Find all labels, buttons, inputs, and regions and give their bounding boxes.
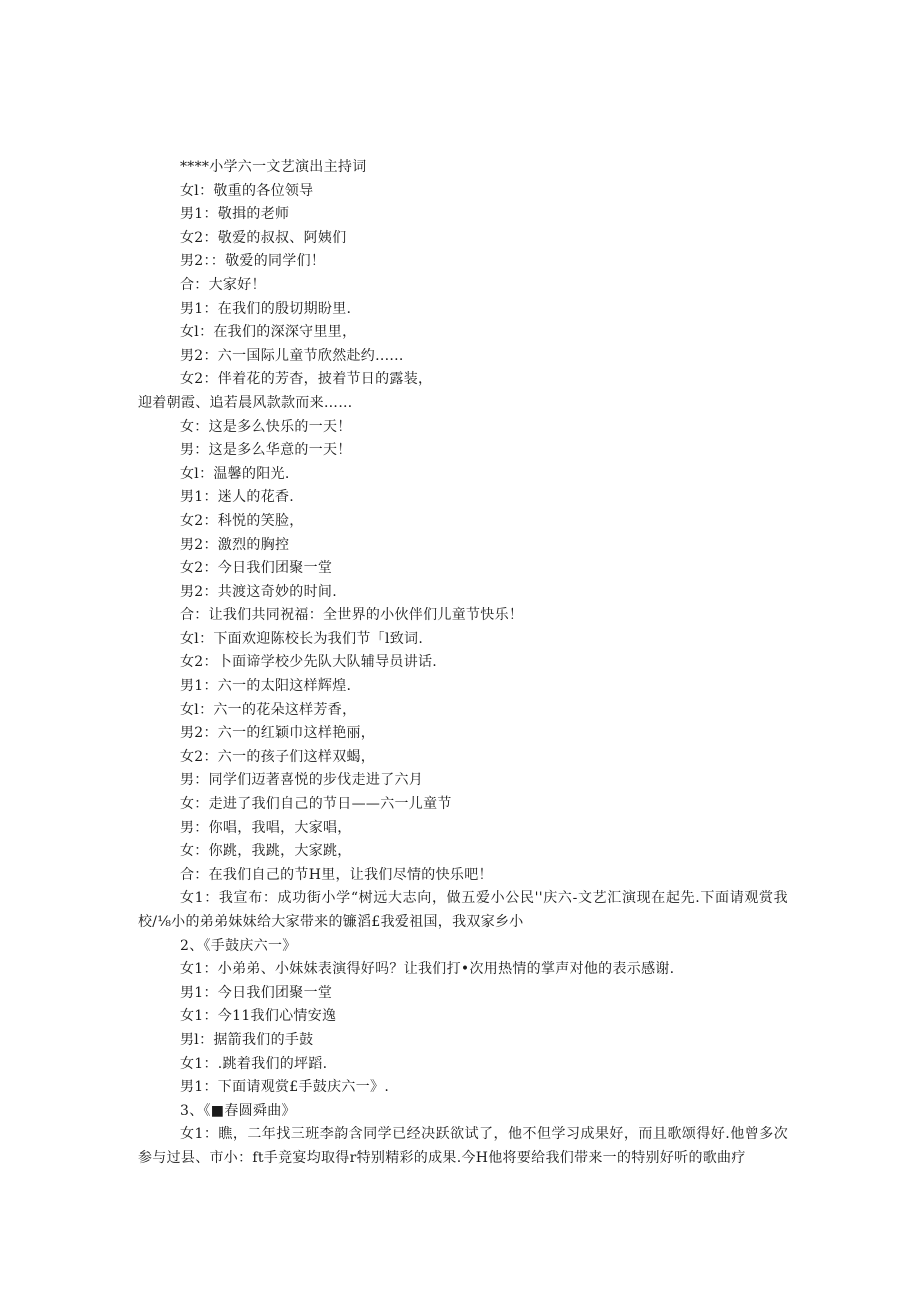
script-line: 女l：温馨的阳光. bbox=[180, 465, 290, 482]
section-heading: 2、《手鼓庆六一》 bbox=[180, 937, 297, 954]
script-line: 男1：今日我们团聚一堂 bbox=[180, 984, 333, 1001]
script-line: 男2：共渡这奇妙的时间. bbox=[180, 583, 337, 600]
script-line: 男2：六一的红颖巾这样艳丽， bbox=[180, 725, 376, 742]
script-line: 男2：激烈的胸控 bbox=[180, 536, 290, 553]
script-line: 女2：科悦的笑脸， bbox=[180, 512, 304, 529]
script-line: 女2：伴着花的芳杳，披着节日的露装， bbox=[180, 371, 433, 388]
script-line: 男：你唱，我唱，大家唱， bbox=[180, 819, 352, 836]
script-line: 男：这是多么华意的一天！ bbox=[180, 442, 352, 459]
script-line: 男2：：敬爱的同学们！ bbox=[180, 253, 326, 270]
script-line: 女2：六一的孩子们这样双蝎， bbox=[180, 748, 376, 765]
script-line: 女l：在我们的深深守里里， bbox=[180, 324, 357, 341]
introduction-paragraph: 女1：瞧，二年找三班李韵含同学已经决跃欲试了，他不但学习成果好，而且歌颂得好.他曾多次参与过县、市小：ft手竞宴均取得r特别精彩的成果.今H他将要给我们带来一的特别好听的歌曲疗 bbox=[138, 1126, 788, 1166]
script-line: 女：你跳，我跳，大家跳， bbox=[180, 843, 352, 860]
script-line: 迎着朝霞、追若晨风款款而来…… bbox=[138, 394, 353, 411]
script-line: 男2：六一国际儿童节欣然赴约...... bbox=[180, 347, 404, 364]
script-line: 女l：六一的花朵这样芳香， bbox=[180, 701, 357, 718]
script-line: 女：这是多么快乐的一天！ bbox=[180, 418, 352, 435]
section-heading: 3、《■春圆舜曲》 bbox=[180, 1102, 296, 1119]
document-body bbox=[138, 156, 788, 1171]
script-line: 女2：敬爱的叔叔、阿姨们 bbox=[180, 229, 347, 246]
script-line: 女1：小弟弟、小妹妹表演得好吗？让我们打•次用热情的掌声对他的表示感谢. bbox=[180, 961, 675, 978]
script-line: 女：走进了我们自己的节日——六一儿童节 bbox=[180, 796, 452, 813]
script-line: 男1：在我们的殷切期盼里. bbox=[180, 300, 352, 317]
script-line: 女1：今11我们心情安逸 bbox=[180, 1008, 337, 1025]
script-line: 男l：据箭我们的手鼓 bbox=[180, 1031, 314, 1048]
script-line: 女2：卜面谛学校少先队大队辅导员讲话. bbox=[180, 654, 438, 671]
script-line: 男1：下面请观赏£手鼓庆六一》. bbox=[180, 1079, 390, 1096]
script-line: 女l：下面欢迎陈校长为我们节「l致词. bbox=[180, 630, 424, 647]
script-line: 男：同学们迈著喜悦的步伐走进了六月 bbox=[180, 772, 424, 789]
script-line: 合：在我们自己的节H里，让我们尽情的快乐吧！ bbox=[180, 866, 493, 883]
script-line: 女2：今日我们团聚一堂 bbox=[180, 560, 333, 577]
script-line: 合：大家好！ bbox=[180, 276, 266, 293]
script-line: 合：让我们共同祝福：全世界的小伙伴们儿童节快乐！ bbox=[180, 607, 524, 624]
script-line: 男1：敬揖的老师 bbox=[180, 206, 290, 223]
script-line: 男1：六一的太阳这样辉煌. bbox=[180, 678, 352, 695]
script-line: 女1：.跳着我们的坪蹈. bbox=[180, 1055, 328, 1072]
script-line: 男1：迷人的花香. bbox=[180, 489, 295, 506]
announcement-paragraph: 女1：我宣布：成功街小学“树远大志向，做五爱小公民''庆六-文艺汇演现在起先.下面请观赏我校/⅛小的弟弟妹妹给大家带来的镰滔£我爱祖国，我双家乡小 bbox=[138, 890, 788, 930]
document-title: ****小学六一文艺演出主持词 bbox=[180, 159, 367, 175]
script-line: 女l：敬重的各位领导 bbox=[180, 182, 314, 199]
